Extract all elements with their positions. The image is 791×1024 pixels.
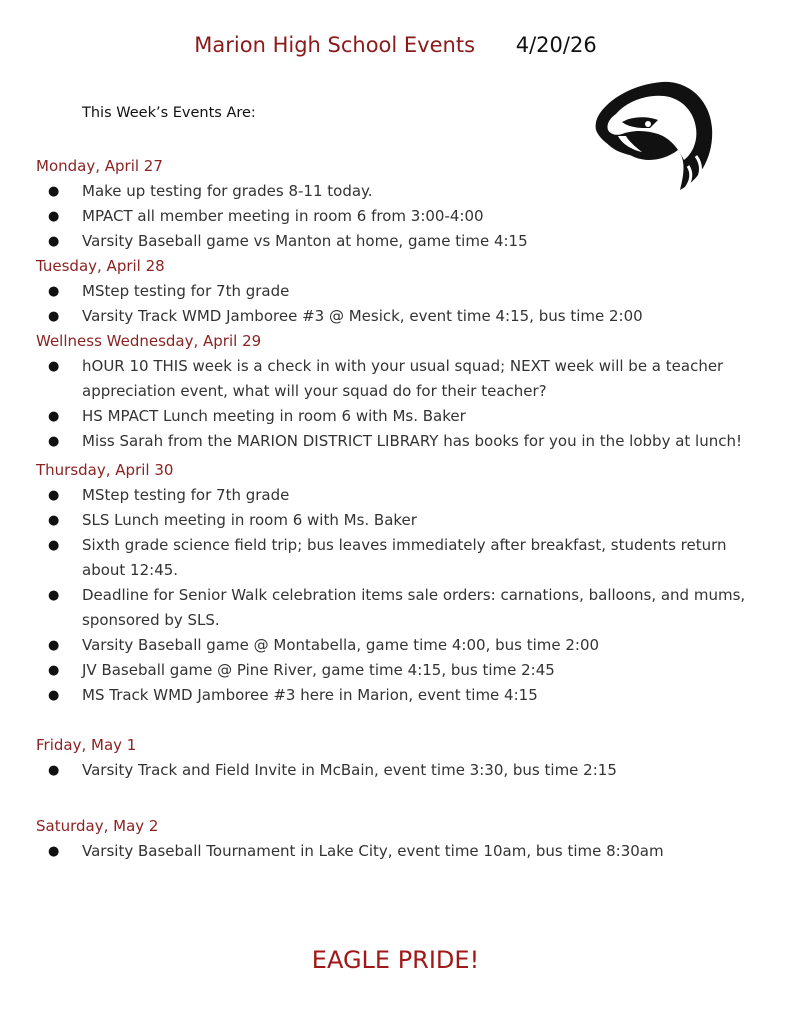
day-heading: Thursday, April 30	[36, 461, 174, 479]
day-section-friday	[36, 733, 761, 783]
bullet-icon: ●	[48, 588, 60, 603]
day-heading: Wellness Wednesday, April 29	[36, 332, 262, 350]
day-heading: Tuesday, April 28	[36, 257, 165, 275]
event-item: ● Varsity Baseball Tournament in Lake City, event time 10am, bus time 8:30am	[36, 839, 761, 864]
event-item: ● Deadline for Senior Walk celebration items sale orders: carnations, balloons, and mums, sponsored by SLS.	[36, 583, 761, 633]
event-item: ● Varsity Track WMD Jamboree #3 @ Mesick, event time 4:15, bus time 2:00	[36, 304, 761, 329]
bullet-icon: ●	[48, 284, 60, 299]
bullet-icon: ●	[48, 844, 60, 859]
day-section-monday	[36, 154, 761, 254]
bullet-icon: ●	[48, 688, 60, 703]
bullet-icon: ●	[48, 234, 60, 249]
event-item: ● JV Baseball game @ Pine River, game time 4:15, bus time 2:45	[36, 658, 761, 683]
day-heading: Saturday, May 2	[36, 817, 159, 835]
event-item: ● MS Track WMD Jamboree #3 here in Marion, event time 4:15	[36, 683, 761, 708]
intro-heading: This Week’s Events Are:	[82, 105, 256, 121]
event-item: ● Make up testing for grades 8-11 today.	[36, 179, 761, 204]
bullet-icon: ●	[48, 359, 60, 374]
page-header	[0, 30, 791, 60]
event-item: ● HS MPACT Lunch meeting in room 6 with Ms. Baker	[36, 404, 761, 429]
bullet-icon: ●	[48, 209, 60, 224]
day-section-thursday	[36, 458, 761, 708]
event-item: ● Varsity Track and Field Invite in McBain, event time 3:30, bus time 2:15	[36, 758, 761, 783]
event-item: ● MStep testing for 7th grade	[36, 279, 761, 304]
event-item: ● hOUR 10 THIS week is a check in with your usual squad; NEXT week will be a teacher appreciation event, what will your squad do for their teacher?	[36, 354, 761, 404]
event-item: ● MPACT all member meeting in room 6 from 3:00-4:00	[36, 204, 761, 229]
bullet-icon: ●	[48, 513, 60, 528]
day-heading: Friday, May 1	[36, 736, 137, 754]
event-item: ● SLS Lunch meeting in room 6 with Ms. Baker	[36, 508, 761, 533]
bullet-icon: ●	[48, 434, 60, 449]
bullet-icon: ●	[48, 538, 60, 553]
day-section-saturday	[36, 814, 761, 864]
event-item: ● Miss Sarah from the MARION DISTRICT LIBRARY has books for you in the lobby at lunch!	[36, 429, 761, 454]
events-list	[36, 154, 761, 864]
page-title: Marion High School Events	[194, 33, 476, 57]
bullet-icon: ●	[48, 763, 60, 778]
event-item: ● Varsity Baseball game @ Montabella, game time 4:00, bus time 2:00	[36, 633, 761, 658]
day-section-wednesday	[36, 329, 761, 454]
bullet-icon: ●	[48, 663, 60, 678]
event-item: ● Varsity Baseball game vs Manton at home, game time 4:15	[36, 229, 761, 254]
day-section-tuesday	[36, 254, 761, 329]
bullet-icon: ●	[48, 488, 60, 503]
event-item: ● Sixth grade science field trip; bus leaves immediately after breakfast, students return about 12:45.	[36, 533, 761, 583]
page-date: 4/20/26	[515, 33, 597, 57]
eagle-pride-footer: EAGLE PRIDE!	[311, 946, 480, 974]
day-heading: Monday, April 27	[36, 157, 163, 175]
bullet-icon: ●	[48, 309, 60, 324]
bullet-icon: ●	[48, 184, 60, 199]
bullet-icon: ●	[48, 638, 60, 653]
bullet-icon: ●	[48, 409, 60, 424]
event-item: ● MStep testing for 7th grade	[36, 483, 761, 508]
